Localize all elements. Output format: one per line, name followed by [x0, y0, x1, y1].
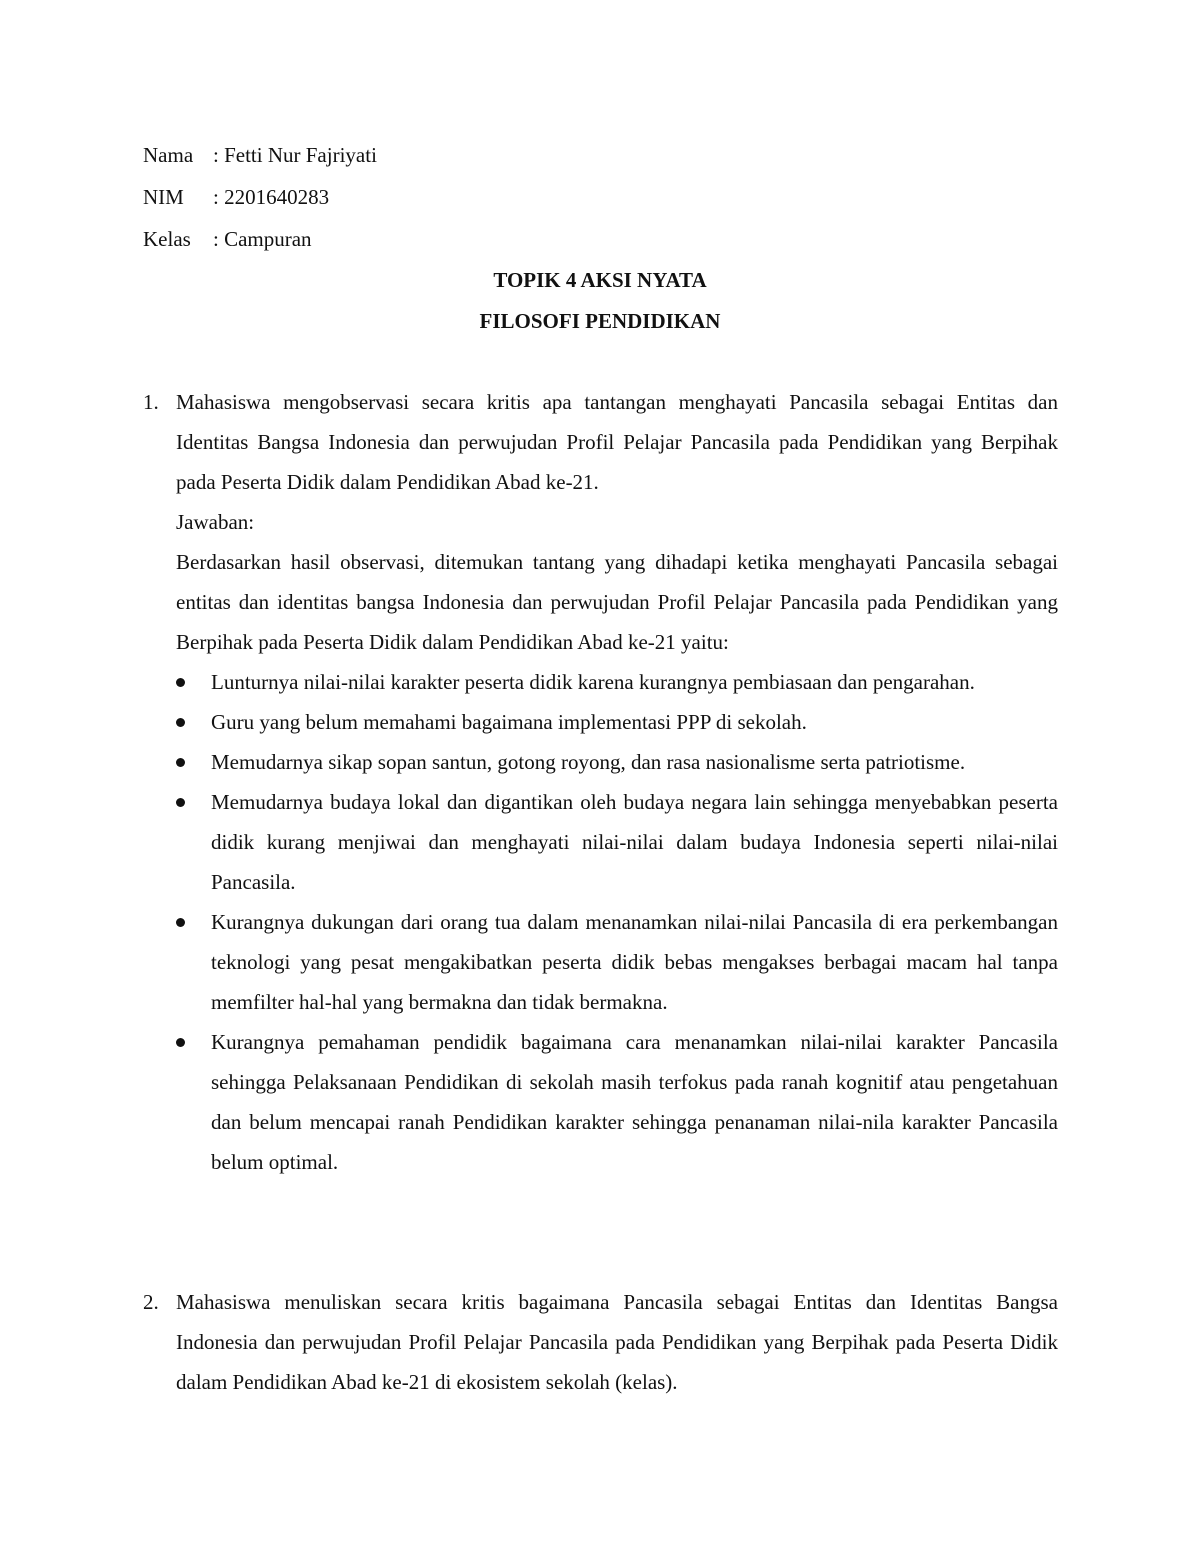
document-title: TOPIK 4 AKSI NYATA: [493, 268, 707, 292]
list-item-text: Memudarnya sikap sopan santun, gotong royong, dan rasa nasionalisme serta patriotisme.: [211, 750, 966, 774]
list-item: [0, 902, 1200, 1022]
nama-value: : Fetti Nur Fajriyati: [213, 143, 377, 167]
identity-kelas-row: [143, 224, 312, 254]
bullet-icon: [176, 758, 185, 767]
nim-value: : 2201640283: [213, 185, 330, 209]
identity-nama-row: [143, 140, 377, 170]
list-item: [0, 662, 1200, 702]
list-item: [0, 742, 1200, 782]
list-item: [0, 782, 1200, 902]
section-2-question: Mahasiswa menuliskan secara kritis bagaimana Pancasila sebagai Entitas dan Identitas Bangsa Indonesia dan perwujudan Profil Pelajar Pancasila pada Pendidikan yang Berpihak pada Peserta Didik dalam Pendidikan Abad ke-21 di ekosistem sekolah (kelas).: [176, 1290, 1058, 1394]
section-1-answer-label: Jawaban:: [176, 510, 255, 534]
identity-nim-row: [143, 182, 329, 212]
list-item-text: Memudarnya budaya lokal dan digantikan oleh budaya negara lain sehingga menyebabkan peserta didik kurang menjiwai dan menghayati nilai-nilai dalam budaya Indonesia seperti nilai-nilai Pancasila.: [211, 790, 1058, 894]
section-1-number: 1.: [143, 390, 159, 414]
bullet-icon: [176, 718, 185, 727]
list-item-text: Lunturnya nilai-nilai karakter peserta didik karena kurangnya pembiasaan dan pengarahan.: [211, 670, 975, 694]
list-item: [0, 702, 1200, 742]
document-subtitle: FILOSOFI PENDIDIKAN: [479, 309, 721, 333]
nama-label: Nama: [143, 143, 194, 167]
list-item-text: Kurangnya pemahaman pendidik bagaimana cara menanamkan nilai-nilai karakter Pancasila sehingga Pelaksanaan Pendidikan di sekolah masih terfokus pada ranah kognitif atau pengetahuan dan belum mencapai ranah Pendidikan karakter sehingga penanaman nilai-nila karakter Pancasila belum optimal.: [211, 1030, 1058, 1174]
kelas-label: Kelas: [143, 227, 191, 251]
list-item: [0, 1022, 1200, 1182]
kelas-value: : Campuran: [213, 227, 312, 251]
bullet-icon: [176, 678, 185, 687]
section-1-bullet-list: [0, 662, 1200, 1182]
nim-label: NIM: [143, 185, 184, 209]
bullet-icon: [176, 798, 185, 807]
list-item-text: Guru yang belum memahami bagaimana implementasi PPP di sekolah.: [211, 710, 807, 734]
section-1-question: Mahasiswa mengobservasi secara kritis apa tantangan menghayati Pancasila sebagai Entitas dan Identitas Bangsa Indonesia dan perwujudan Profil Pelajar Pancasila pada Pendidikan yang Berpihak pada Peserta Didik dalam Pendidikan Abad ke-21.: [176, 390, 1058, 494]
section-1-answer-intro: Berdasarkan hasil observasi, ditemukan tantang yang dihadapi ketika menghayati Pancasila sebagai entitas dan identitas bangsa Indonesia dan perwujudan Profil Pelajar Pancasila pada Pendidikan yang Berpihak pada Peserta Didik dalam Pendidikan Abad ke-21 yaitu:: [176, 550, 1058, 654]
list-item-text: Kurangnya dukungan dari orang tua dalam menanamkan nilai-nilai Pancasila di era perkembangan teknologi yang pesat mengakibatkan peserta didik bebas mengakses berbagai macam hal tanpa memfilter hal-hal yang bermakna dan tidak bermakna.: [211, 910, 1058, 1014]
bullet-icon: [176, 918, 185, 927]
bullet-icon: [176, 1038, 185, 1047]
section-2-number: 2.: [143, 1290, 159, 1314]
